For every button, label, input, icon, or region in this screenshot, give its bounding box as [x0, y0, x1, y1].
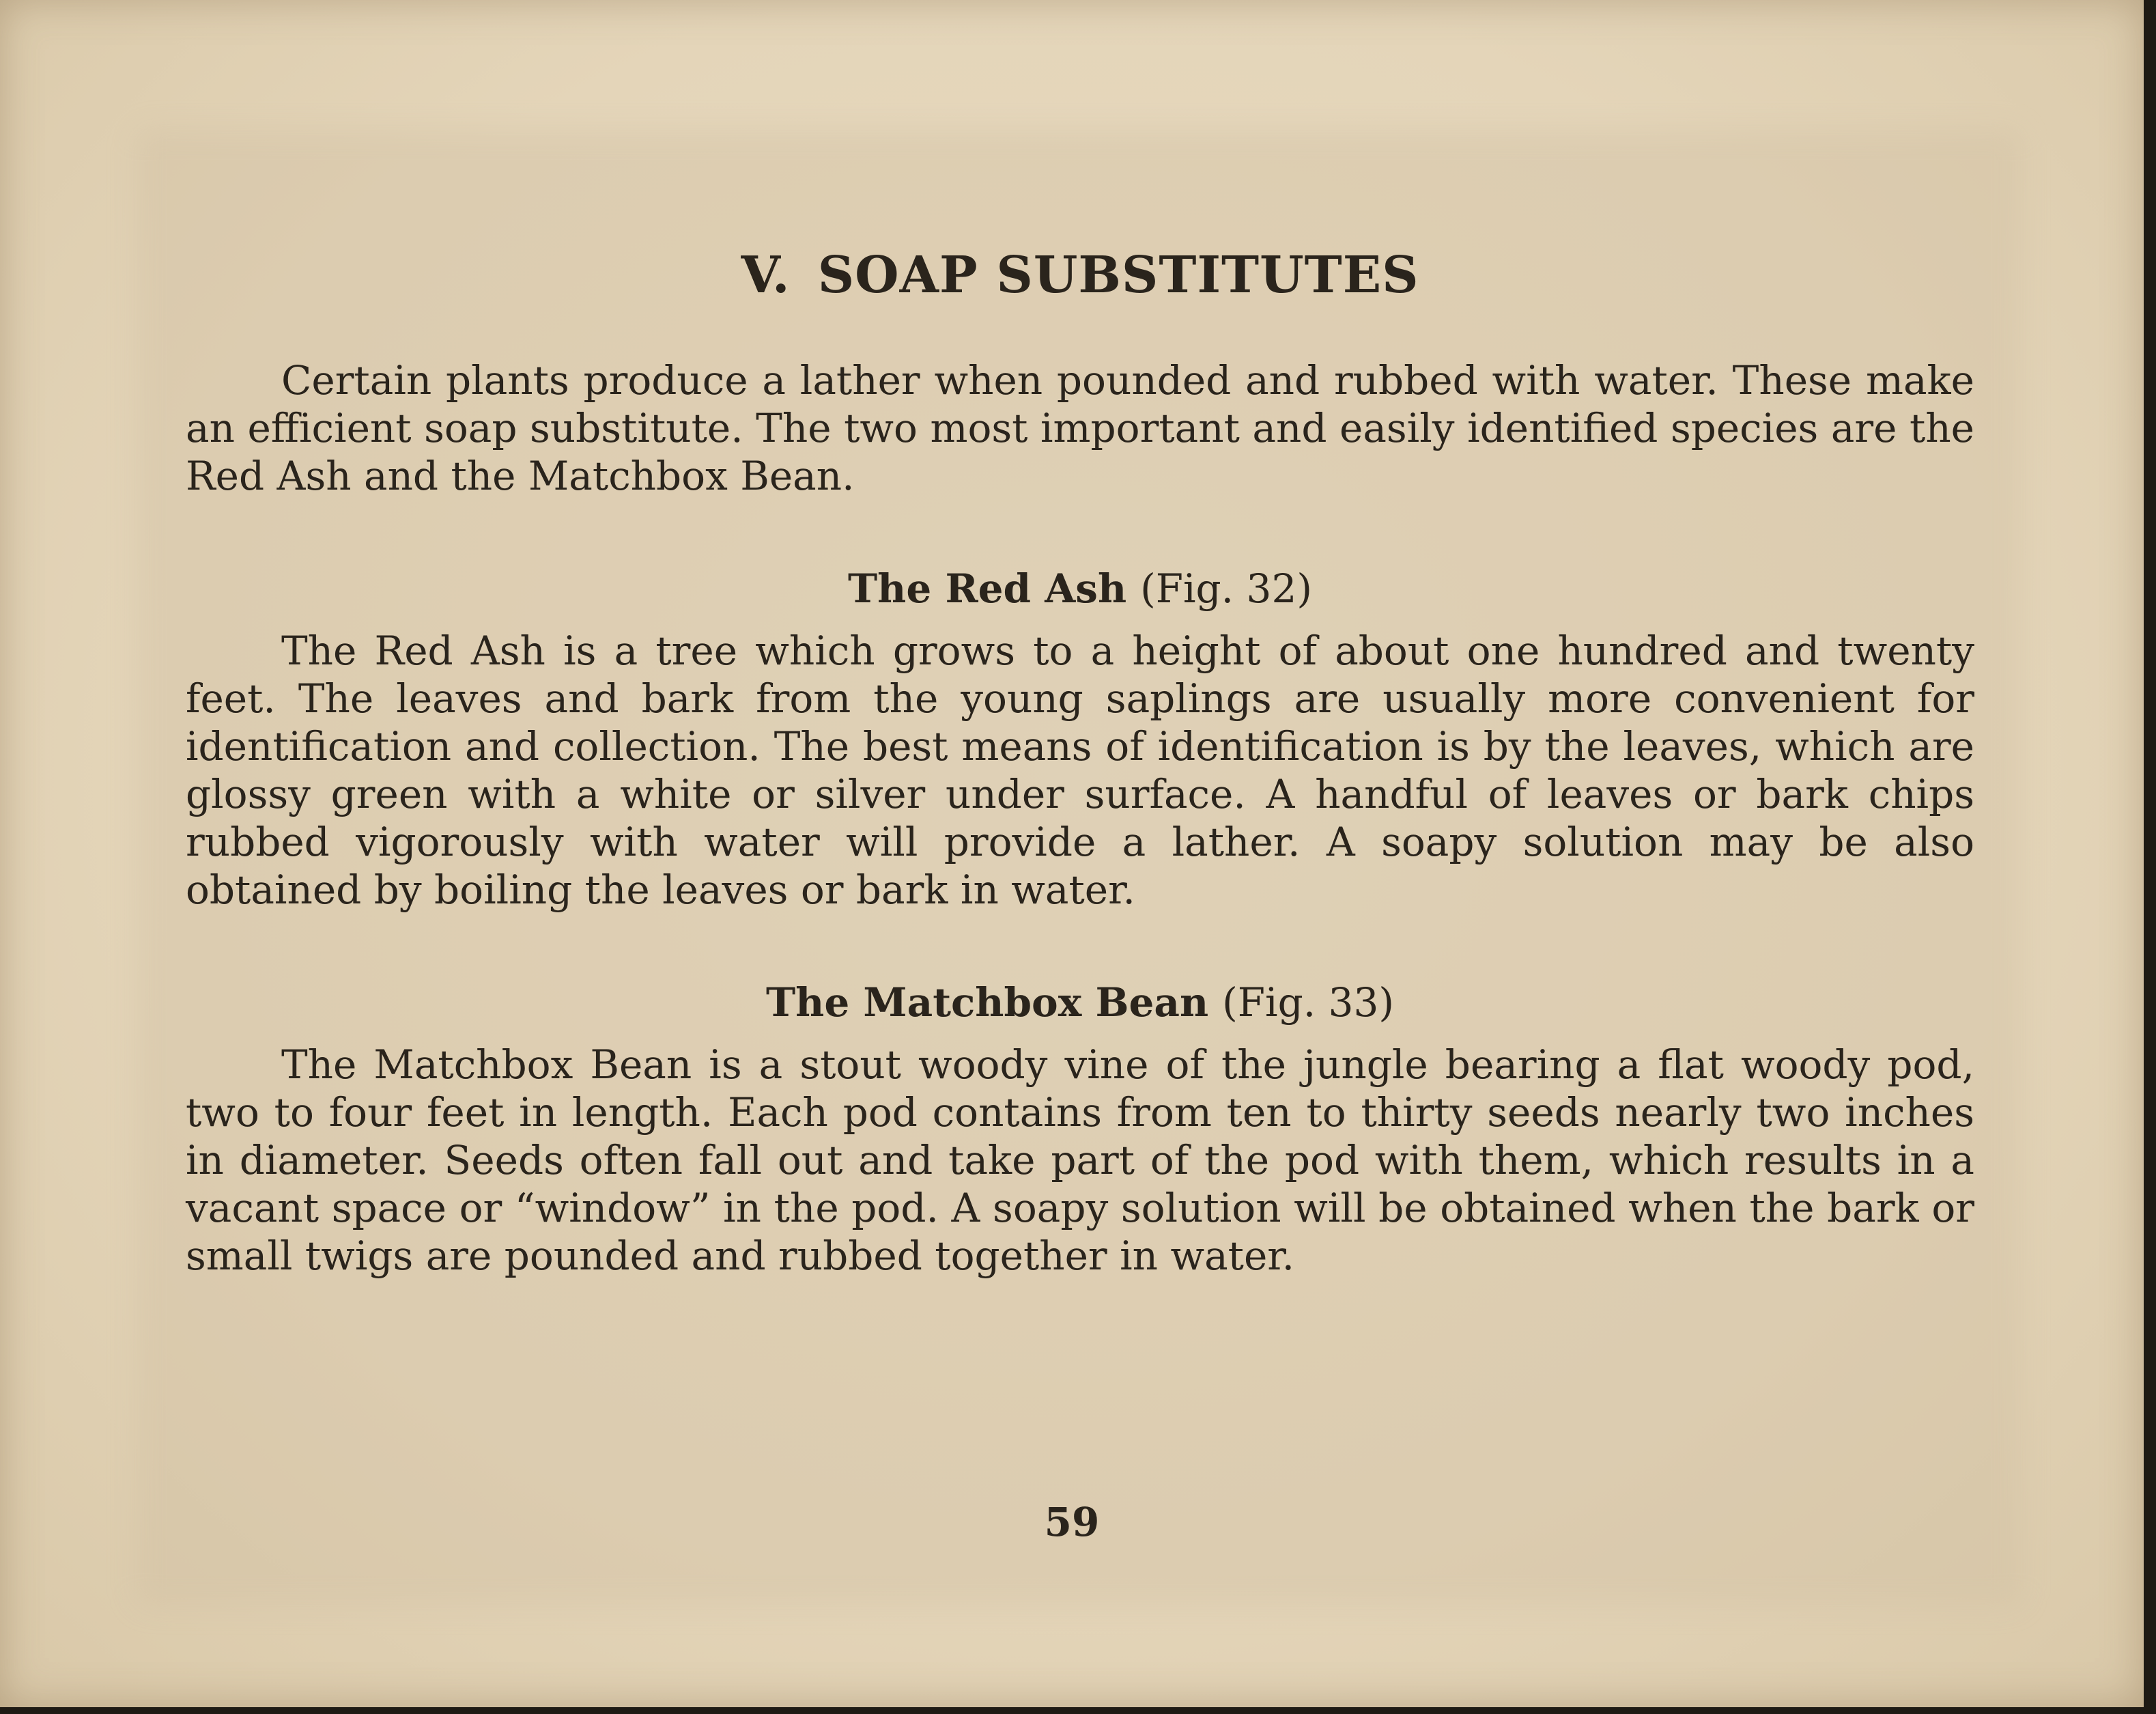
section-heading-red-ash: [186, 565, 1974, 612]
intro-paragraph: Certain plants produce a lather when pounded and rubbed with water. These make an efficient soap substitute. The two most important and easily identified species are the Red Ash and the Matchbox Bean.: [186, 357, 1974, 499]
section-title: The Matchbox Bean: [765, 979, 1209, 1026]
chapter-title-text: SOAP SUBSTITUTES: [817, 246, 1419, 305]
section-title: The Red Ash: [848, 565, 1127, 612]
page-number: 59: [1044, 1499, 1100, 1545]
figure-reference: (Fig. 33): [1222, 979, 1395, 1026]
figure-reference: (Fig. 32): [1140, 565, 1312, 612]
section-paragraph-matchbox-bean: The Matchbox Bean is a stout woody vine of the jungle bearing a flat woody pod, two to four feet in length. Each pod contains from ten to thirty seeds nearly two inches in diameter. Seeds often fall out and take part of the pod with them, which results in a vacant space or “window” in the pod. A soapy solution will be obtained when the bark or small twigs are pounded and rubbed together in water.: [186, 1041, 1974, 1279]
chapter-title: [186, 246, 1974, 305]
chapter-number: V.: [741, 246, 791, 305]
section-heading-matchbox-bean: [186, 979, 1974, 1026]
text-block: [186, 246, 1974, 1280]
section-paragraph-red-ash: The Red Ash is a tree which grows to a height of about one hundred and twenty feet. The leaves and bark from the young saplings are usually more convenient for identification and collection. The best means of identification is by the leaves, which are glossy green with a white or silver under surface. A handful of leaves or bark chips rubbed vigorously with water will provide a lather. A soapy solution may be also obtained by boiling the leaves or bark in water.: [186, 628, 1974, 913]
